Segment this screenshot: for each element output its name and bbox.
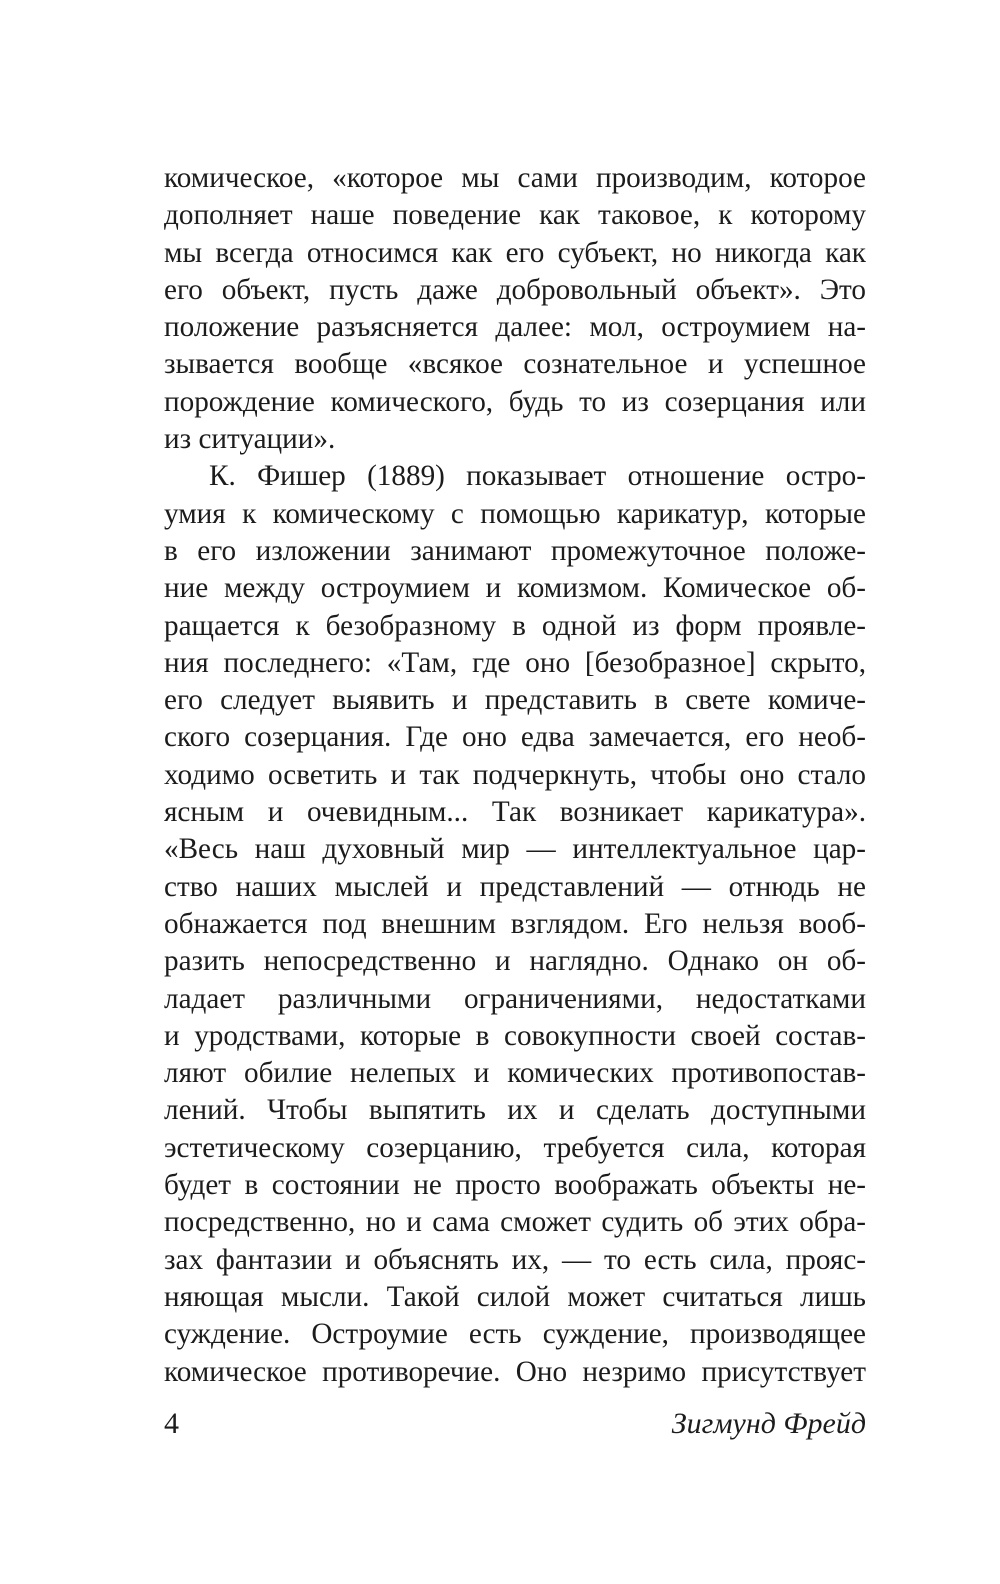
text-line-31: няющая мысли. Такой силой может считаться лишь — [164, 1280, 866, 1313]
text-line-32: суждение. Остроумие есть суждение, производящее — [164, 1318, 866, 1351]
text-line-16: ского созерцания. Где оно едва замечается, его необ- — [164, 721, 866, 754]
text-line-11: в его изложении занимают промежуточное положе- — [164, 534, 866, 567]
text-line-23: ладает различными ограничениями, недостатками — [164, 982, 866, 1015]
text-line-27: эстетическому созерцанию, требуется сила, которая — [164, 1131, 866, 1164]
text-line-18: ясным и очевидным... Так возникает карикатура». — [164, 796, 866, 829]
text-line-8: из ситуации». — [164, 423, 336, 456]
text-line-33: комическое противоречие. Оно незримо присутствует — [164, 1355, 866, 1388]
text-line-21: обнажается под внешним взглядом. Его нельзя вооб- — [164, 907, 866, 940]
text-line-3: мы всегда относимся как его субъект, но никогда как — [164, 236, 866, 269]
text-line-24: и уродствами, которые в совокупности своей состав- — [164, 1019, 866, 1052]
text-line-5: положение разъясняется далее: мол, остроумием на- — [164, 311, 866, 344]
text-line-12: ние между остроумием и комизмом. Комическое об- — [164, 572, 866, 605]
text-line-30: зах фантазии и объяснять их, — то есть сила, прояс- — [164, 1243, 866, 1276]
running-footer-author: Зигмунд Фрейд — [671, 1407, 866, 1440]
text-line-29: посредственно, но и сама сможет судить об этих обра- — [164, 1206, 866, 1239]
text-line-13: ращается к безобразному в одной из форм проявле- — [164, 609, 866, 642]
body-text — [164, 160, 866, 1391]
text-line-14: ния последнего: «Там, где оно [безобразное] скрыто, — [164, 646, 866, 679]
text-line-22: разить непосредственно и наглядно. Однако он об- — [164, 945, 866, 978]
text-line-20: ство наших мыслей и представлений — отнюдь не — [164, 870, 866, 903]
page-number: 4 — [164, 1407, 179, 1440]
text-line-9: К. Фишер (1889) показывает отношение остро- — [209, 460, 866, 493]
text-line-7: порождение комического, будь то из созерцания или — [164, 385, 866, 418]
text-line-19: «Весь наш духовный мир — интеллектуальное цар- — [164, 833, 866, 866]
text-line-15: его следует выявить и представить в свете комиче- — [164, 684, 866, 717]
text-line-4: его объект, пусть даже добровольный объект». Это — [164, 273, 866, 306]
text-line-17: ходимо осветить и так подчеркнуть, чтобы оно стало — [164, 758, 866, 791]
text-line-2: дополняет наше поведение как таковое, к которому — [164, 199, 866, 232]
text-line-1: комическое, «которое мы сами производим, которое — [164, 162, 866, 194]
text-line-28: будет в состоянии не просто воображать объекты не- — [164, 1169, 866, 1202]
text-line-10: умия к комическому с помощью карикатур, которые — [164, 497, 866, 530]
text-line-25: ляют обилие нелепых и комических противопостав- — [164, 1057, 866, 1090]
text-line-26: лений. Чтобы выпятить их и сделать доступными — [164, 1094, 866, 1127]
text-line-6: зывается вообще «всякое сознательное и успешное — [164, 348, 866, 381]
page-footer — [164, 1404, 866, 1444]
